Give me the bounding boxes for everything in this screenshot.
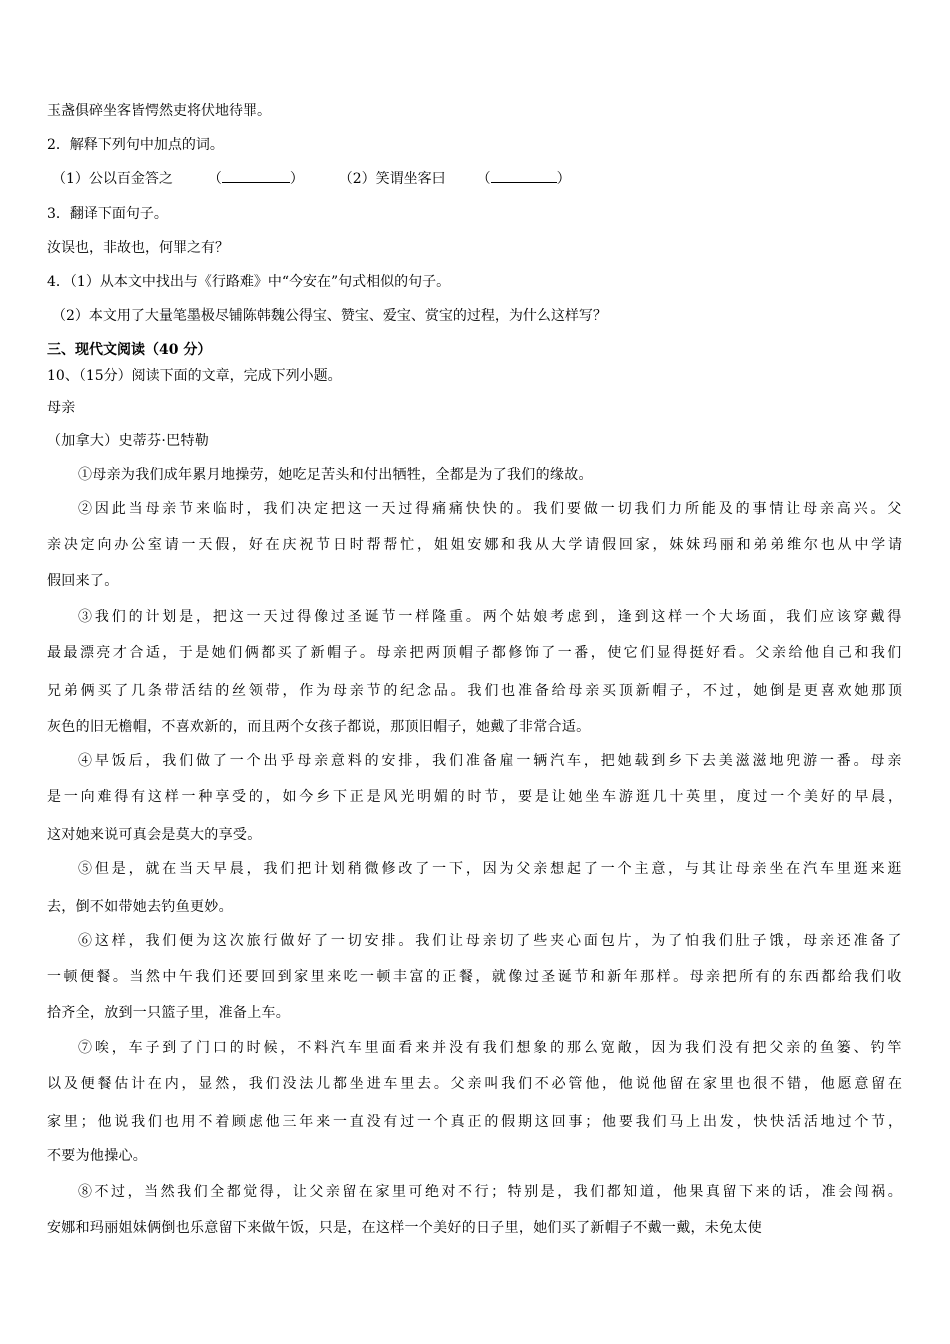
article-line: 安娜和玛丽姐妹俩倒也乐意留下来做午饭，只是，在这样一个美好的日子里，她们买了新帽子不戴一戴，未免太使 [47, 1220, 762, 1236]
text-line: 玉盏俱碎坐客皆愕然吏将伏地待罪。 [47, 103, 271, 119]
article-line: ⑦唉，车子到了门口的时候，不料汽车里面看来并没有我们想象的那么宽敞，因为我们没有把父亲的鱼篓、钓竿 [78, 1040, 905, 1056]
article-line: 假回来了。 [47, 573, 119, 589]
q2-item-2-label: （2）笑谓坐客曰 [338, 171, 446, 187]
question-2-items [52, 169, 571, 189]
question-2: 2．解释下列句中加点的词。 [47, 137, 224, 153]
question-3: 3．翻译下面句子。 [47, 206, 168, 222]
question-4-part-1: 4．（1）从本文中找出与《行路难》中“今安在”句式相似的句子。 [47, 274, 451, 290]
article-line: ⑥这样，我们便为这次旅行做好了一切安排。我们让母亲切了些夹心面包片，为了怕我们肚子饿，母亲还准备了 [78, 933, 905, 949]
article-line: 亲决定向办公室请一天假，好在庆祝节日时帮帮忙，姐姐安娜和我从大学请假回家，妹妹玛丽和弟弟维尔也从中学请 [47, 537, 905, 553]
article-line: 家里；他说我们也用不着顾虑他三年来一直没有过一个真正的假期这回事；他要我们马上出发，快快活活地过个节， [47, 1114, 905, 1130]
article-line: ⑤但是，就在当天早晨，我们把计划稍微修改了一下，因为父亲想起了一个主意，与其让母亲坐在汽车里逛来逛 [78, 861, 905, 877]
article-line: 灰色的旧无檐帽，不喜欢新的，而且两个女孩子都说，那顶旧帽子，她戴了非常合适。 [47, 719, 591, 735]
article-author: （加拿大）史蒂芬·巴特勒 [47, 433, 210, 449]
article-line: 最最漂亮才合适，于是她们俩都买了新帽子。母亲把两顶帽子都修饰了一番，使它们显得挺好看。父亲给他自己和我们 [47, 645, 904, 661]
question-4-part-2: （2）本文用了大量笔墨极尽铺陈韩魏公得宝、赞宝、爱宝、赏宝的过程，为什么这样写？ [52, 308, 607, 324]
q2-item-2-close: ） [556, 171, 571, 187]
article-line: ⑧不过，当然我们全都觉得，让父亲留在家里可绝对不行；特别是，我们都知道，他果真留下来的话，准会闯祸。 [78, 1184, 905, 1200]
article-line: ④早饭后，我们做了一个出乎母亲意料的安排，我们准备雇一辆汽车，把她载到乡下去美滋滋地兜游一番。母亲 [78, 753, 905, 769]
article-title: 母亲 [47, 400, 76, 416]
question-10: 10、（15分）阅读下面的文章，完成下列小题。 [47, 368, 342, 384]
article-line: 这对她来说可真会是莫大的享受。 [47, 827, 262, 843]
q2-item-2-open: （ [476, 171, 491, 187]
article-line: 不要为他操心。 [47, 1148, 148, 1164]
article-line: 一顿便餐。当然中午我们还要回到家里来吃一顿丰富的正餐，就像过圣诞节和新年那样。母亲把所有的东西都给我们收 [47, 969, 904, 985]
q2-item-1-label: （1）公以百金答之 [52, 171, 173, 187]
q2-item-1-answer-blank[interactable] [222, 182, 290, 183]
q2-item-1-open: （ [207, 171, 222, 187]
article-line: 是一向难得有这样一种享受的，如今乡下正是风光明媚的时节，要是让她坐车游逛几十英里，度过一个美好的早晨， [47, 789, 905, 805]
article-line: ①母亲为我们成年累月地操劳，她吃足苦头和付出牺牲，全都是为了我们的缘故。 [78, 467, 593, 483]
q2-item-1-close: ） [289, 171, 304, 187]
article-line: 去，倒不如带她去钓鱼更妙。 [47, 899, 233, 915]
question-3-sentence: 汝误也，非故也，何罪之有？ [47, 240, 229, 256]
section-heading: 三、现代文阅读（40 分） [47, 342, 212, 358]
q2-item-2-answer-blank[interactable] [491, 182, 557, 183]
article-line: ③我们的计划是，把这一天过得像过圣诞节一样隆重。两个姑娘考虑到，逢到这样一个大场面，我们应该穿戴得 [78, 609, 905, 625]
article-line: 兄弟俩买了几条带活结的丝领带，作为母亲节的纪念品。我们也准备给母亲买顶新帽子，不过，她倒是更喜欢她那顶 [47, 683, 905, 699]
article-line: 以及便餐估计在内，显然，我们没法儿都坐进车里去。父亲叫我们不必管他，他说他留在家里也很不错，他愿意留在 [47, 1076, 905, 1092]
article-line: 拾齐全，放到一只篮子里，准备上车。 [47, 1005, 291, 1021]
article-line: ②因此当母亲节来临时，我们决定把这一天过得痛痛快快的。我们要做一切我们力所能及的事情让母亲高兴。父 [78, 501, 905, 517]
